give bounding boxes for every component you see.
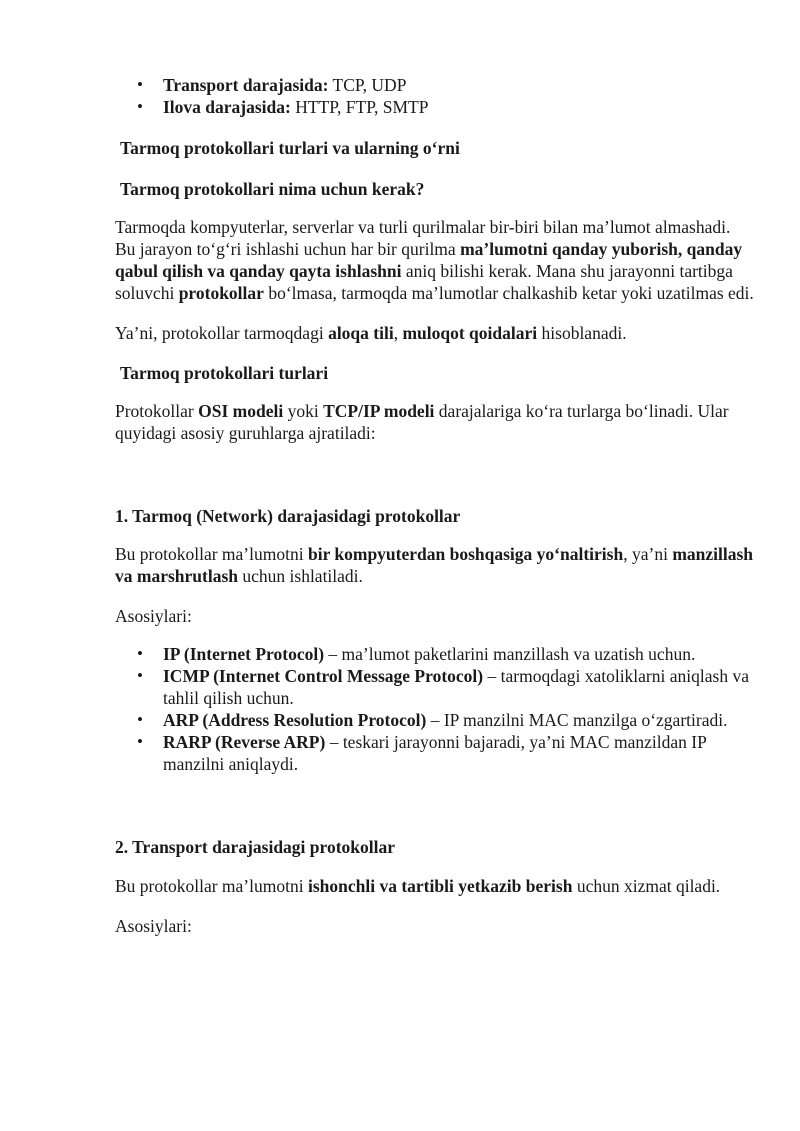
heading-why: Tarmoq protokollari nima uchun kerak?: [120, 179, 425, 199]
section2-title: 2. Transport darajasidagi protokollar: [115, 837, 396, 857]
section1-main-label: Asosiylari:: [115, 606, 192, 626]
heading-main: Tarmoq protokollari turlari va ularning o‘rni: [120, 138, 460, 158]
section2-main-label: Asosiylari:: [115, 916, 192, 936]
heading-types: Tarmoq protokollari turlari: [120, 363, 329, 383]
list-item: • ARP (Address Resolution Protocol) – IP manzilni MAC manzilga o‘zgartiradi.: [163, 709, 755, 731]
list-item: • IP (Internet Protocol) – ma’lumot paketlarini manzillash va uzatish uchun.: [163, 643, 755, 665]
section1-list: [115, 643, 755, 775]
list-item: • Ilova darajasida: HTTP, FTP, SMTP: [163, 96, 755, 118]
paragraph-types: Protokollar OSI modeli yoki TCP/IP modeli darajalariga ko‘ra turlarga bo‘linadi. Ular quyidagi asosiy guruhlarga ajratiladi:: [115, 401, 729, 443]
section1-title: 1. Tarmoq (Network) darajasidagi protokollar: [115, 506, 461, 526]
top-protocol-list: [115, 74, 755, 118]
paragraph-why: Tarmoqda kompyuterlar, serverlar va turli qurilmalar bir-biri bilan ma’lumot almashadi. Bu jarayon to‘g‘ri ishlashi uchun har bir qurilma ma’lumotni qanday yuborish, qanday qabul qilish va qanday qayta ishlashni aniq bilishi kerak. Mana shu jarayonni tartibga soluvchi protokollar bo‘lmasa, tarmoqda ma’lumotlar chalkashib ketar yoki uzatilmas edi.: [115, 217, 754, 303]
document-page: [115, 74, 755, 937]
paragraph-meaning: Ya’ni, protokollar tarmoqdagi aloqa tili, muloqot qoidalari hisoblanadi.: [115, 323, 627, 343]
section1-intro: Bu protokollar ma’lumotni bir kompyuterdan boshqasiga yo‘naltirish, ya’ni manzillash va marshrutlash uchun ishlatiladi.: [115, 544, 754, 586]
list-item: • RARP (Reverse ARP) – teskari jarayonni bajaradi, ya’ni MAC manzildan IP manzilni aniqlaydi.: [163, 731, 755, 775]
list-item: • Transport darajasida: TCP, UDP: [163, 74, 755, 96]
list-item: • ICMP (Internet Control Message Protocol) – tarmoqdagi xatoliklarni aniqlash va tahlil qilish uchun.: [163, 665, 755, 709]
section2-intro: Bu protokollar ma’lumotni ishonchli va tartibli yetkazib berish uchun xizmat qiladi.: [115, 876, 721, 896]
